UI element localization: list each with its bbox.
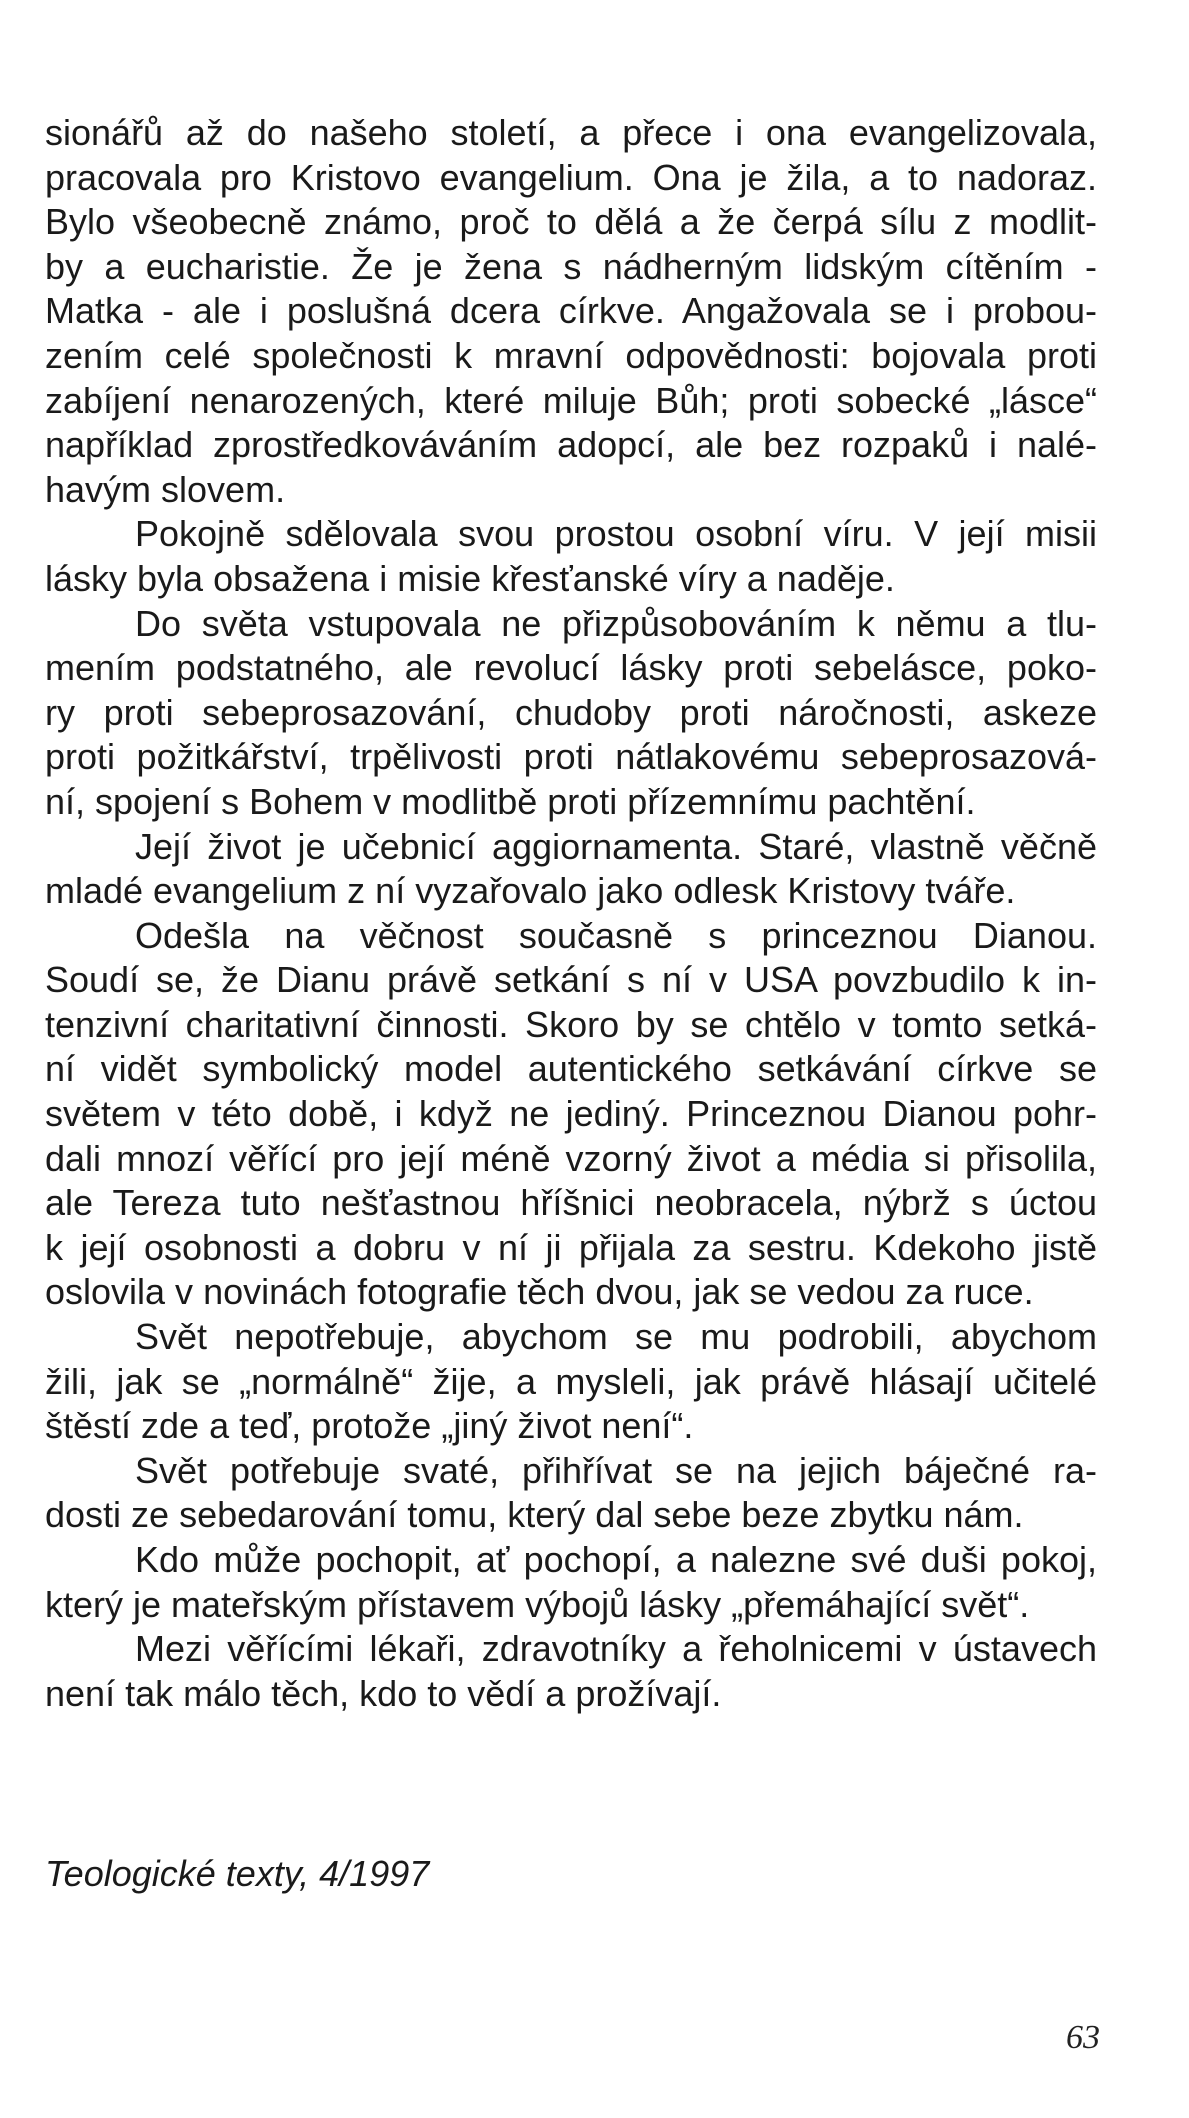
text-line: oslovila v novinách fotografie těch dvou, jak se vedou za ruce. bbox=[45, 1271, 1034, 1313]
text-line: Bylo všeobecně známo, proč to dělá a že čerpá sílu z modlit- bbox=[45, 201, 1097, 243]
text-line: proti požitkářství, trpělivosti proti nátlakovému sebeprosazová- bbox=[45, 736, 1097, 778]
text-line: Svět potřebuje svaté, přihřívat se na jejich báječné ra- bbox=[135, 1449, 1097, 1491]
text-line: pracovala pro Kristovo evangelium. Ona je žila, a to nadoraz. bbox=[45, 156, 1097, 198]
text-line: Soudí se, že Dianu právě setkání s ní v USA povzbudilo k in- bbox=[45, 959, 1097, 1001]
text-line: mením podstatného, ale revolucí lásky proti sebelásce, poko- bbox=[45, 647, 1097, 689]
text-line: světem v této době, i když ne jediný. Princeznou Dianou pohr- bbox=[45, 1093, 1097, 1135]
text-line: štěstí zde a teď, protože „jiný život není“. bbox=[45, 1405, 694, 1447]
text-line: není tak málo těch, kdo to vědí a prožívají. bbox=[45, 1672, 722, 1714]
text-line: Pokojně sdělovala svou prostou osobní víru. V její misii bbox=[135, 513, 1097, 555]
text-line: Svět nepotřebuje, abychom se mu podrobili, abychom bbox=[135, 1316, 1097, 1358]
text-line: Mezi věřícími lékaři, zdravotníky a řeholnicemi v ústavech bbox=[135, 1628, 1097, 1670]
text-line: zením celé společnosti k mravní odpovědnosti: bojovala proti bbox=[45, 334, 1097, 376]
text-line: Odešla na věčnost současně s princeznou Dianou. bbox=[135, 914, 1097, 956]
text-line: Její život je učebnicí aggiornamenta. Staré, vlastně věčně bbox=[135, 825, 1097, 867]
text-line: žili, jak se „normálně“ žije, a mysleli, jak právě hlásají učitelé bbox=[45, 1360, 1097, 1402]
text-line: Do světa vstupovala ne přizpůsobováním k němu a tlu- bbox=[135, 602, 1097, 644]
text-line: ní vidět symbolický model autentického setkávání církve se bbox=[45, 1048, 1097, 1090]
text-line: k její osobnosti a dobru v ní ji přijala za sestru. Kdekoho jistě bbox=[45, 1226, 1097, 1268]
text-line: havým slovem. bbox=[45, 468, 286, 510]
text-line: lásky byla obsažena i misie křesťanské víry a naděje. bbox=[45, 557, 895, 599]
text-line: dosti ze sebedarování tomu, který dal sebe beze zbytku nám. bbox=[45, 1494, 1024, 1536]
text-line: dali mnozí věřící pro její méně vzorný život a média si přisolila, bbox=[45, 1137, 1097, 1179]
text-line: Matka - ale i poslušná dcera církve. Angažovala se i probou- bbox=[45, 290, 1097, 332]
text-line: ry proti sebeprosazování, chudoby proti náročnosti, askeze bbox=[45, 691, 1097, 733]
text-line: Kdo může pochopit, ať pochopí, a nalezne své duši pokoj, bbox=[135, 1539, 1097, 1580]
text-line: mladé evangelium z ní vyzařovalo jako odlesk Kristovy tváře. bbox=[45, 870, 1016, 912]
text-line: sionářů až do našeho století, a přece i ona evangelizovala, bbox=[45, 112, 1097, 153]
text-line: který je mateřským přístavem výbojů lásky „přemáhající svět“. bbox=[45, 1583, 1030, 1625]
source-citation: Teologické texty, 4/1997 bbox=[45, 1853, 430, 1894]
text-line: tenzivní charitativní činnosti. Skoro by se chtělo v tomto setká- bbox=[45, 1003, 1097, 1045]
text-line: zabíjení nenarozených, které miluje Bůh; proti sobecké „lásce“ bbox=[45, 379, 1097, 421]
body-text bbox=[45, 111, 1097, 1716]
text-line: například zprostředkováváním adopcí, ale bez rozpaků i nalé- bbox=[45, 424, 1097, 466]
text-line: by a eucharistie. Že je žena s nádherným lidským cítěním - bbox=[45, 245, 1097, 287]
text-line: ní, spojení s Bohem v modlitbě proti přízemnímu pachtění. bbox=[45, 780, 976, 822]
text-line: ale Tereza tuto nešťastnou hříšnici neobracela, nýbrž s úctou bbox=[45, 1182, 1097, 1224]
page-number: 63 bbox=[1066, 2019, 1100, 2056]
